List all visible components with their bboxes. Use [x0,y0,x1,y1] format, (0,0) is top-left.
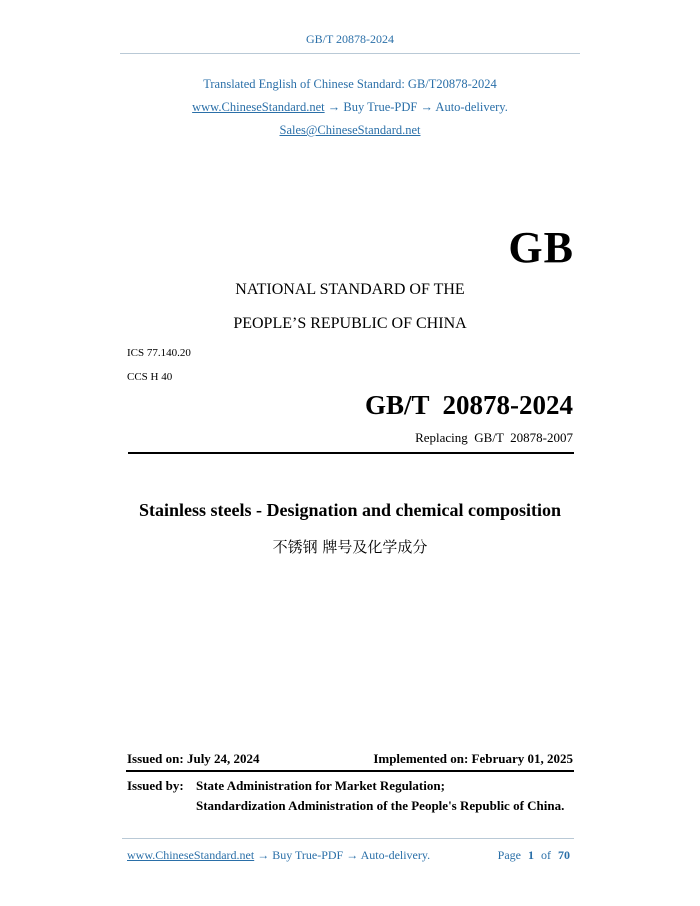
header-divider [120,53,580,54]
ccs-code: CCS H 40 [127,371,173,383]
purchase-text: → Buy True-PDF → Auto-delivery. [324,100,508,114]
translation-note: Translated English of Chinese Standard: GB/T20878-2024 [203,77,497,91]
page-indicator [498,848,570,863]
ics-code: ICS 77.140.20 [127,347,191,359]
document-title: Stainless steels - Designation and chemical composition [138,500,561,520]
issued-by-label: Issued by: [127,778,184,793]
site-link[interactable]: www.ChineseStandard.net [192,100,325,114]
footer-purchase-text: → Buy True-PDF → Auto-delivery. [254,848,431,862]
replacing-note: Replacing GB/T 20878-2007 [415,430,573,445]
implemented-date: Implemented on: February 01, 2025 [373,751,573,766]
gb-logo: GB [508,223,574,272]
running-header: GB/T 20878-2024 [305,32,395,46]
title-divider [128,452,574,454]
footer-purchase-line [127,848,430,863]
page-label: Page [497,848,521,862]
email-line [0,123,700,138]
page-number: 1 [528,848,534,862]
email-link[interactable]: Sales@ChineseStandard.net [279,123,421,137]
footer-site-link[interactable]: www.ChineseStandard.net [127,848,255,862]
document-title-chinese: 不锈钢 牌号及化学成分 [272,538,428,556]
national-standard-line2: PEOPLE’S REPUBLIC OF CHINA [233,315,467,332]
issuer-line2: Standardization Administration of the People's Republic of China. [196,798,565,813]
footer-divider [122,838,574,839]
page-total: 70 [558,848,570,862]
of-label: of [541,848,551,862]
national-standard-line1: NATIONAL STANDARD OF THE [235,281,465,298]
dates-divider [126,770,574,772]
standard-number: GB/T 20878-2024 [364,390,573,420]
issued-date: Issued on: July 24, 2024 [127,751,260,766]
issuer-line1: State Administration for Market Regulation; [196,778,445,793]
purchase-line [0,100,700,115]
